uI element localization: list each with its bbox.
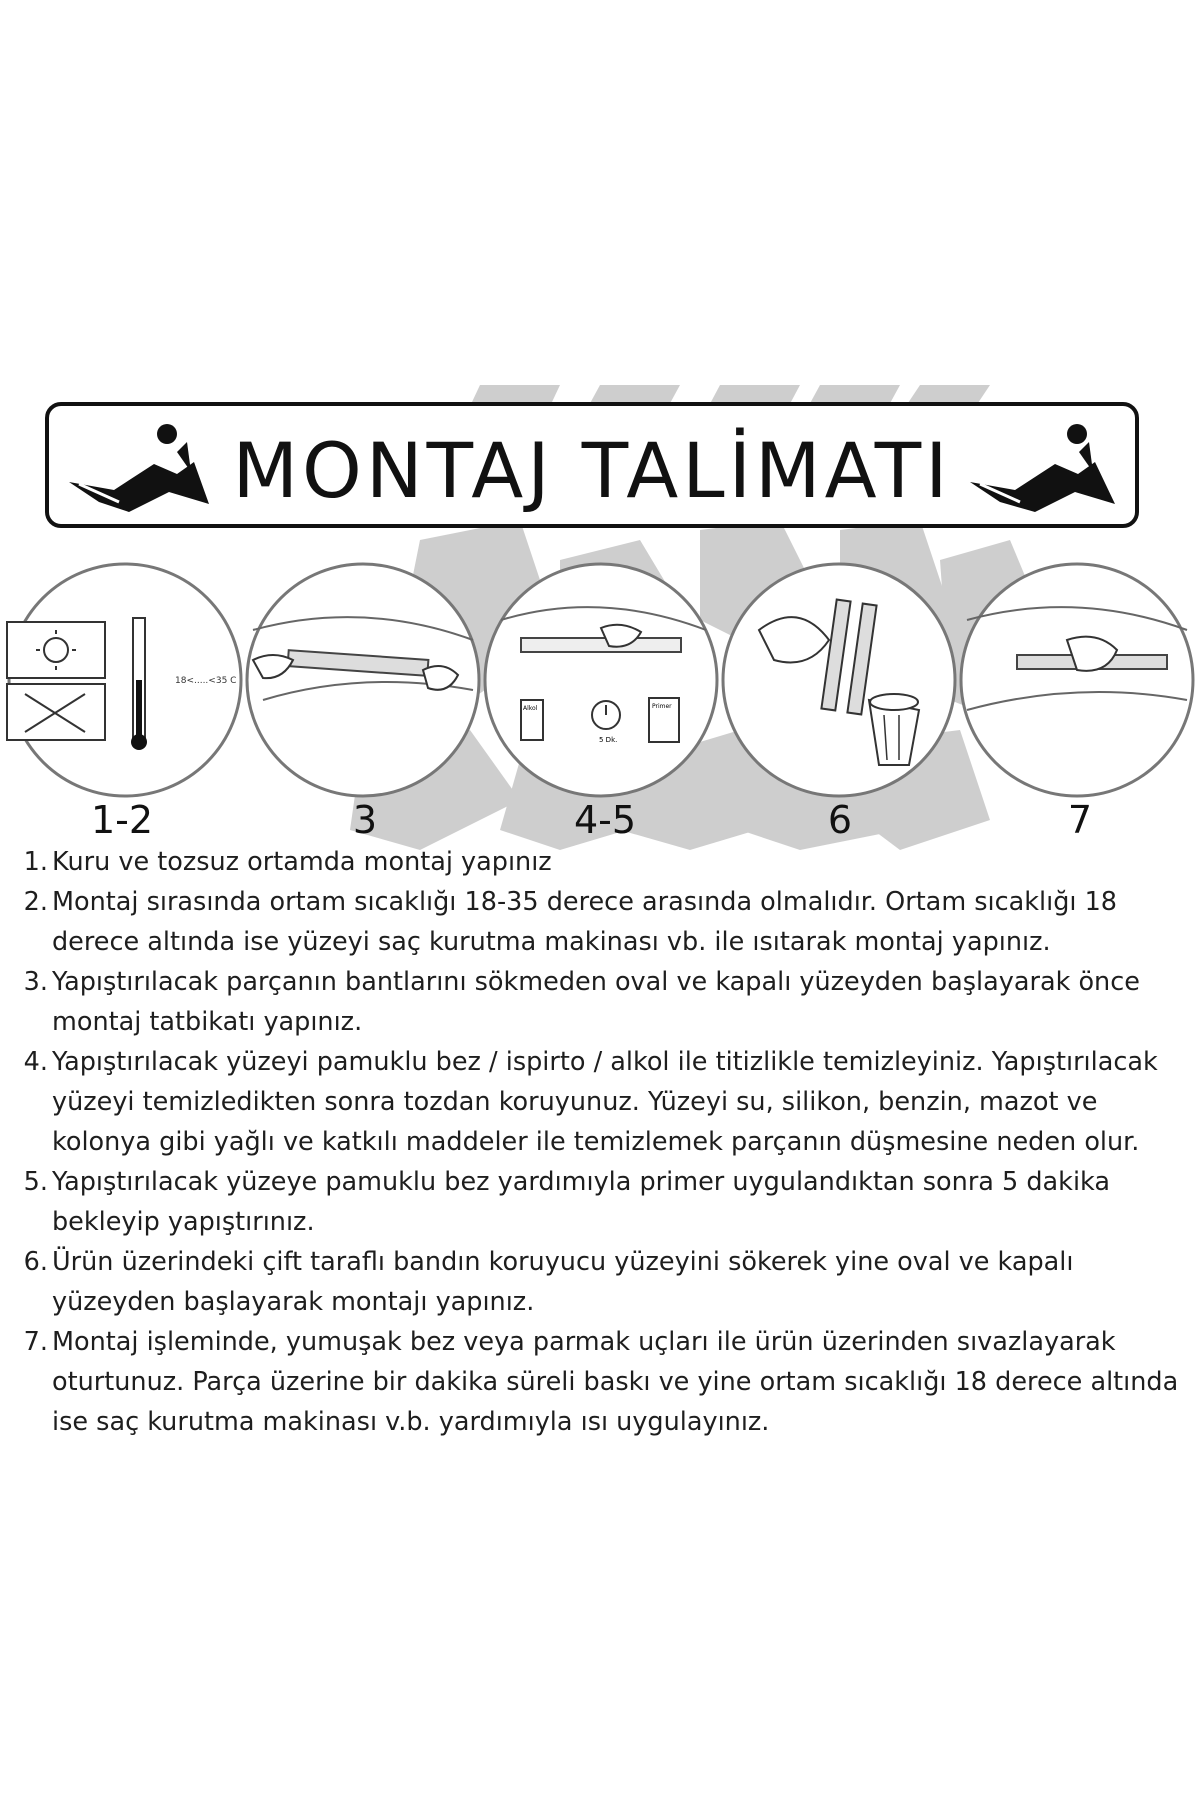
item-number: 5.	[23, 1167, 48, 1197]
step-7-illustration	[957, 560, 1197, 800]
alcohol-bottle-text: Alkol	[523, 705, 538, 712]
list-item	[20, 1322, 1185, 1442]
step-label: 4-5	[573, 798, 637, 842]
item-text: Ürün üzerindeki çift taraflı bandın koruyucu yüzeyini sökerek yine oval ve kapalı yüzeyden başlayarak montajı yapınız.	[52, 1247, 1074, 1317]
step-1-2-illustration	[5, 560, 245, 800]
kneeling-worker-icon	[955, 412, 1125, 522]
list-item	[20, 1162, 1185, 1242]
item-number: 1.	[23, 847, 48, 877]
step-6-illustration	[719, 560, 959, 800]
step-label: 3	[352, 798, 378, 842]
step-label: 1-2	[90, 798, 154, 842]
list-item	[20, 882, 1185, 962]
banner-title: MONTAJ TALİMATI	[232, 426, 952, 515]
list-item	[20, 842, 1185, 882]
item-text: Kuru ve tozsuz ortamda montaj yapınız	[52, 847, 552, 877]
item-text: Montaj sırasında ortam sıcaklığı 18-35 derece arasında olmalıdır. Ortam sıcaklığı 18 derece altında ise yüzeyi saç kurutma makinası vb. ile ısıtarak montaj yapınız.	[52, 887, 1118, 957]
item-number: 7.	[23, 1327, 48, 1357]
title-banner	[45, 402, 1139, 528]
cleaning-with-alcohol-and-primer-icon	[481, 560, 721, 800]
thermometer-range-text: 18<.....<35 C	[175, 676, 237, 686]
instructions-list	[20, 842, 1185, 1442]
pressing-strip-icon	[957, 560, 1197, 800]
item-text: Yapıştırılacak yüzeyi pamuklu bez / ispirto / alkol ile titizlikle temizleyiniz. Yapıştırılacak yüzeyi temizledikten sonra tozdan koruyunuz. Yüzeyi su, silikon, benzin, mazot ve kolonya gibi yağlı ve katkılı maddeler ile temizlemek parçanın düşmesine neden olur.	[52, 1047, 1158, 1157]
item-number: 2.	[23, 887, 48, 917]
list-item	[20, 1042, 1185, 1162]
peeling-tape-liner-icon	[719, 560, 959, 800]
item-number: 3.	[23, 967, 48, 997]
step-3-illustration	[243, 560, 483, 800]
item-number: 6.	[23, 1247, 48, 1277]
list-item	[20, 1242, 1185, 1322]
item-text: Yapıştırılacak parçanın bantlarını sökmeden oval ve kapalı yüzeyden başlayarak önce montaj tatbikatı yapınız.	[52, 967, 1140, 1037]
item-text: Yapıştırılacak yüzeye pamuklu bez yardımıyla primer uygulandıktan sonra 5 dakika bekleyip yapıştırınız.	[52, 1167, 1110, 1237]
primer-card-text: Primer	[652, 703, 672, 710]
step-label: 6	[827, 798, 853, 842]
step-4-5-illustration	[481, 560, 721, 800]
item-text: Montaj işleminde, yumuşak bez veya parmak uçları ile ürün üzerinden sıvazlayarak oturtunuz. Parça üzerine bir dakika süreli baskı ve yine ortam sıcaklığı 18 derece altında ise saç kurutma makinası v.b. yardımıyla ısı uygulayınız.	[52, 1327, 1179, 1437]
hands-placing-strip-icon	[243, 560, 483, 800]
sun-and-thermometer-icon	[5, 560, 245, 800]
timer-text: 5 Dk.	[599, 736, 618, 744]
list-item	[20, 962, 1185, 1042]
item-number: 4.	[23, 1047, 48, 1077]
step-label: 7	[1067, 798, 1093, 842]
